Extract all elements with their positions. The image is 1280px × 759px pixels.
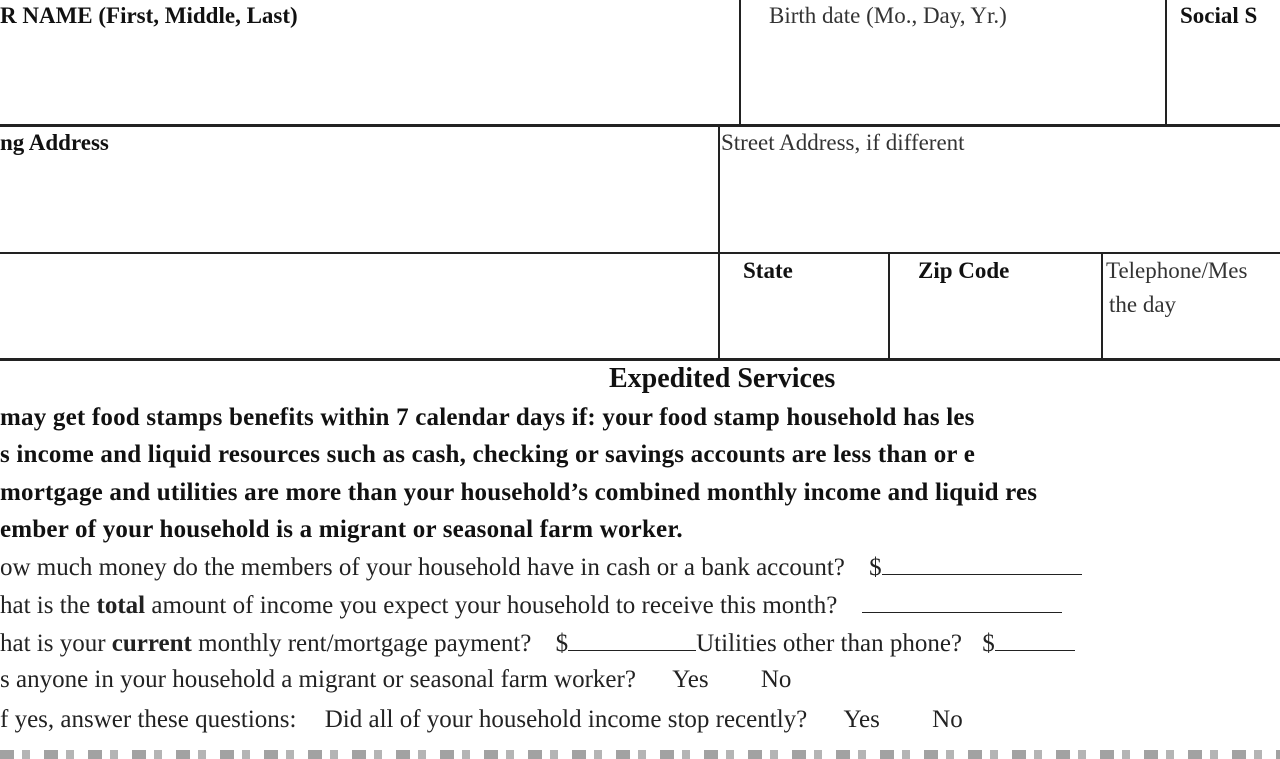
utilities-amount-blank[interactable] (995, 628, 1075, 651)
mailing-address-field-label: ng Address (0, 130, 109, 155)
expedited-paragraph-line-1: may get food stamps benefits within 7 calendar days if: your food stamp household has les (0, 404, 975, 431)
rent-amount-blank[interactable] (568, 628, 696, 651)
row1-bottom-rule (0, 124, 1280, 127)
expedited-services-title: Expedited Services (609, 363, 836, 394)
question-total-income-pre: hat is the (0, 592, 97, 619)
cropped-next-line (0, 750, 1280, 759)
social-security-field-label: Social S (1180, 3, 1258, 28)
zip-code-field-label: Zip Code (918, 258, 1010, 283)
utilities-question-text: Utilities other than phone? (696, 630, 963, 657)
migrant-yes-option[interactable]: Yes (672, 666, 709, 693)
income-stop-yes-option[interactable]: Yes (843, 706, 880, 733)
question-total-income-post: amount of income you expect your household to receive this month? (145, 592, 838, 619)
income-stop-no-option[interactable]: No (932, 706, 963, 733)
question-income-stop-text: Did all of your household income stop recently? (324, 706, 808, 733)
expedited-paragraph-line-4: ember of your household is a migrant or seasonal farm worker. (0, 516, 683, 543)
question-rent-mortgage (0, 628, 1075, 658)
question-total-income-bold: total (96, 592, 146, 619)
expedited-paragraph-line-3: mortgage and utilities are more than your household’s combined monthly income and liquid res (0, 479, 1038, 506)
question-rent-bold: current (111, 630, 192, 657)
question-income-stop (0, 706, 963, 734)
expedited-paragraph-line-2: s income and liquid resources such as cash, checking or savings accounts are less than or e (0, 441, 975, 468)
question-migrant-text: s anyone in your household a migrant or seasonal farm worker? (0, 666, 636, 693)
cash-currency-sign: $ (869, 554, 882, 581)
rent-currency-sign: $ (555, 630, 569, 657)
question-total-income (0, 590, 1062, 620)
row1-divider-1 (739, 0, 741, 125)
row3-bottom-rule (0, 358, 1280, 361)
state-field-label: State (743, 258, 793, 283)
birth-date-field-label: Birth date (Mo., Day, Yr.) (769, 3, 1007, 28)
question-cash-bank (0, 552, 1082, 582)
utilities-currency-sign: $ (982, 630, 995, 657)
total-income-blank[interactable] (862, 590, 1062, 613)
street-address-field-label: Street Address, if different (721, 130, 965, 155)
question-cash-bank-text: ow much money do the members of your household have in cash or a bank account? (0, 554, 845, 581)
row3-divider-1 (888, 253, 890, 359)
name-field-label: R NAME (First, Middle, Last) (0, 3, 298, 28)
question-rent-post: monthly rent/mortgage payment? (191, 630, 532, 657)
migrant-no-option[interactable]: No (760, 666, 792, 693)
row2-divider (718, 125, 720, 359)
telephone-field-label: Telephone/Mes (1106, 258, 1248, 283)
telephone-field-label-line2: the day (1109, 292, 1177, 317)
question-rent-pre: hat is your (0, 630, 112, 657)
followup-intro-text: f yes, answer these questions: (0, 706, 297, 733)
row3-divider-2 (1101, 253, 1103, 359)
row1-divider-2 (1165, 0, 1167, 125)
question-migrant-worker (0, 666, 791, 694)
cash-amount-blank[interactable] (882, 552, 1082, 575)
row2-bottom-rule (0, 252, 1280, 254)
